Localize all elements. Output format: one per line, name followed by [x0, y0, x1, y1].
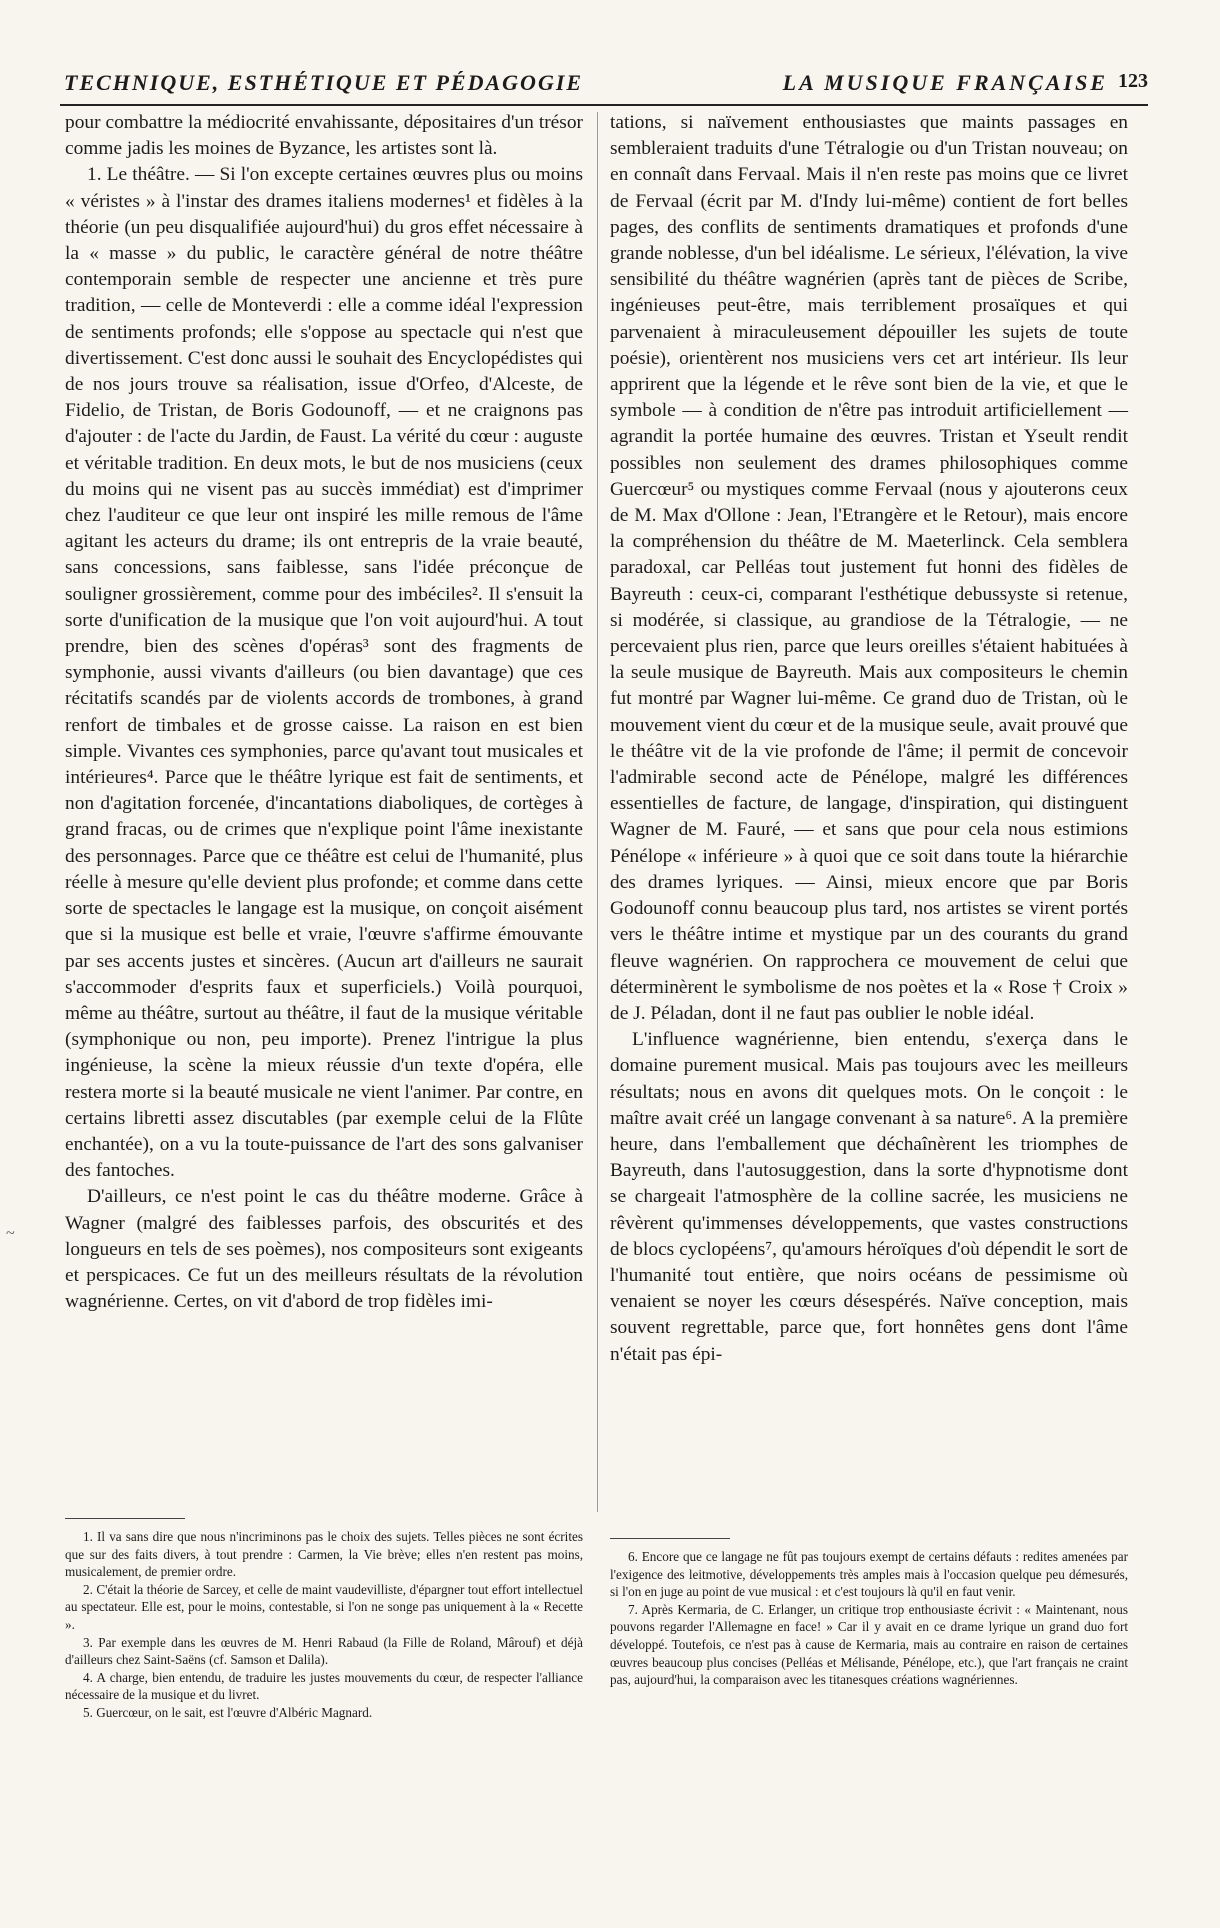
paragraph: tations, si naïvement enthousiastes que maints passages en sembleraient traduits d'une Tétralogie ou d'un Tristan nouveau; on en connaît dans Fervaal. Mais il n'en reste pas moins que ce livret de Fervaal (écrit par M. d'Indy lui-même) contient de fort belles pages, des conflits de sentiments dramatiques et profonds d'une grande noblesse, d'un bel idéalisme. Le sérieux, l'élévation, la vive sensibilité du théâtre wagnérien (après tant de pièces de Scribe, ingénieuses peut-être, mais terriblement prosaïques et qui parvenaient à miraculeusement dépouiller les sujets de toute poésie), orientèrent nos musiciens vers cet art intérieur. Ils leur apprirent que la légende et le rêve sont bien de la vie, et que le symbole — à condition de n'être pas introduit artificiellement — agrandit la portée humaine des œuvres. Tristan et Yseult rendit possibles non seulement des drames philosophiques comme Guercœur⁵ ou mystiques comme Fervaal (nous y ajouterons ceux de M. Max d'Ollone : Jean, l'Etrangère et le Retour), mais encore la compréhension du théâtre de M. Maeterlinck. Cela semblera paradoxal, car Pelléas tout justement fut honni des fidèles de Bayreuth : ceux-ci, comparant l'esthétique debussyste si retenue, si modérée, si classique, au grandiose de la Tétralogie, — ne percevaient plus rien, parce que leurs oreilles s'étaient habituées à la seule musique de Bayreuth. Mais aux compositeurs le chemin fut montré par Wagner lui-même. Ce grand duo de Tristan, où le mouvement vient du cœur et de la musique seule, avait prouvé que le théâtre vit de la vie profonde de l'âme; il permit de concevoir l'admirable second acte de Pénélope, malgré les différences essentielles de facture, de langage, d'inspiration, qui distinguent Wagner de M. Fauré, — et sans que pour cela nous estimions Pénélope « inférieure » à quoi que ce soit dans toute la hiérarchie des drames lyriques. — Ainsi, mieux encore que par Boris Godounoff connu beaucoup plus tard, nos artistes se virent portés vers le théâtre intime et mystique par un des courants du grand fleuve wagnérien. On rapprochera ce mouvement de celui que déterminèrent le symbolisme de nos poètes et la « Rose † Croix » de J. Péladan, dont il ne faut pas oublier le noble idéal. — [610, 112, 1129, 1024]
left-column — [65, 110, 583, 1315]
header-left-title: TECHNIQUE, ESTHÉTIQUE ET PÉDAGOGIE — [64, 70, 584, 95]
paragraph: L'influence wagnérienne, bien entendu, s'exerça dans le domaine purement musical. Mais pas toujours avec les meilleurs résultats; nous en avons dit quelques mots. On le conçoit : le maître avait créé un langage convenant à sa nature⁶. A la première heure, dans l'emballement que déchaînèrent les triomphes de Bayreuth, dans l'autosuggestion, dans la sorte d'hypnotisme dont se chargeait l'atmosphère de la colline sacrée, les musiciens ne rêvèrent qu'immenses développements, que vastes constructions de blocs cyclopéens⁷, qu'amours héroïques d'où dépendit le sort de l'humanité tout entière, que noirs océans de pessimisme où venaient se noyer les cœurs désespérés. Naïve conception, mais souvent regrettable, parce que, fort honnêtes gens dont l'âme n'était pas épi- — [610, 1029, 1128, 1365]
footnote: 2. C'était la théorie de Sarcey, et celle de maint vaudevilliste, d'épargner tout effort intellectuel au spectateur. Elle est, pour le moins, contestable, si l'on ne songe pas uniquement à la « Recette ». — [65, 1581, 583, 1632]
column-divider — [597, 112, 598, 1512]
paragraph: D'ailleurs, ce n'est point le cas du théâtre moderne. Grâce à Wagner (malgré des faiblesses parfois, des obscurités et des longueurs en tels de ses poèmes), nos compositeurs sont exigeants et perspicaces. Ce fut un des meilleurs résultats de la révolution wagnérienne. Certes, on vit d'abord de trop fidèles imi- — [65, 1186, 583, 1313]
paragraph: 1. Le théâtre. — Si l'on excepte certaines œuvres plus ou moins « véristes » à l'instar des drames italiens modernes¹ et fidèles à la théorie (un peu disqualifiée aujourd'hui) du gros effet nécessaire à la « masse » du public, le caractère général de notre théâtre contemporain semble de respecter une ancienne et très pure tradition, — celle de Monteverdi : elle a comme idéal l'expression de sentiments profonds; elle s'oppose au spectacle qui n'est que divertissement. C'est donc aussi le souhait des Encyclopédistes qui de nos jours trouve sa réalisation, issue d'Orfeo, d'Alceste, de Fidelio, de Tristan, de Boris Godounoff, — et ne craignons pas d'ajouter : de l'acte du Jardin, de Faust. La vérité du cœur : auguste et véritable tradition. En deux mots, le but de nos musiciens (ceux du moins qui ne visent pas au succès immédiat) est d'imprimer chez l'auditeur ce que leur ont inspiré les mille remous de l'âme agitant les acteurs du drame; ils ont entrepris de la vraie beauté, sans concessions, sans faiblesse, sans l'idée préconçue de souligner grossièrement, comme pour des imbéciles². Il s'ensuit la sorte d'unification de la musique que l'on voit aujourd'hui. A tout prendre, bien des scènes d'opéras³ sont des fragments de symphonie, aussi vivants d'ailleurs (ou bien davantage) que ces récitatifs scandés par de violents accords de trombones, à grand renfort de timbales et de grosse caisse. La raison en est bien simple. Vivantes ces symphonies, parce qu'avant tout musicales et intérieures⁴. Parce que le théâtre lyrique est fait de sentiments, et non d'agitation forcenée, d'incantations diaboliques, de cortèges à grand fracas, ou de crimes que n'explique point l'âme inexistante des personnages. Parce que ce théâtre est celui de l'humanité, plus réelle à mesure qu'elle devient plus profonde; et comme dans cette sorte de spectacles le langage est la musique, on conçoit aisément que si la musique est belle et vraie, l'œuvre s'affirme émouvante par ses accents justes et sincères. (Aucun art d'ailleurs ne saurait s'accommoder d'esprits faux et superficiels.) Voilà pourquoi, même au théâtre, surtout au théâtre, il faut de la musique véritable (symphonique ou non, peu importe). Prenez l'intrigue la plus ingénieuse, la scène la mieux réussie d'un texte d'opéra, elle restera morte si la beauté musicale ne vient l'animer. Par contre, en certains libretti assez discutables (par exemple celui de la Flûte enchantée), on a vu la toute-puissance de l'art des sons galvaniser des fantoches. — [65, 164, 583, 1182]
paragraph: pour combattre la médiocrité envahissante, dépositaires d'un trésor comme jadis les moines de Byzance, les artistes sont là. — [65, 112, 583, 160]
margin-mark: ~ — [6, 1225, 15, 1242]
right-column — [610, 110, 1128, 1368]
left-footnotes — [65, 1528, 583, 1722]
footnote-rule — [610, 1538, 730, 1539]
footnote: 7. Après Kermaria, de C. Erlanger, un critique trop enthousiaste écrivit : « Maintenant, nous pouvons regarder l'Allemagne en face! » Car il y avait en ce drame lyrique un grand duo fort développé. Toutefois, ce n'est pas à cause de Kermaria, mais au contraire en raison de certaines œuvres beaucoup plus concises (Pelléas et Mélisande, Pénélope, etc.), que l'art français ne craint pas, aujourd'hui, la comparaison avec les titanesques créations wagnériennes. — [610, 1601, 1128, 1688]
footnote: 5. Guercœur, on le sait, est l'œuvre d'Albéric Magnard. — [83, 1704, 373, 1720]
footnote: 1. Il va sans dire que nous n'incriminons pas le choix des sujets. Telles pièces ne sont écrites que sur des faits divers, à tout prendre : Carmen, la Vie brève; elles n'en restent pas moins, musicalement, de premier ordre. — [65, 1529, 583, 1580]
page-number: 123 — [1118, 70, 1148, 92]
running-header — [60, 70, 1148, 106]
footnote-rule — [65, 1518, 185, 1519]
footnote: 4. A charge, bien entendu, de traduire les justes mouvements du cœur, de respecter l'alliance nécessaire de la musique et du livret. — [65, 1669, 583, 1703]
footnote: 3. Par exemple dans les œuvres de M. Henri Rabaud (la Fille de Roland, Mârouf) et déjà d'ailleurs chez Saint-Saëns (cf. Samson et Dalila). — [65, 1634, 583, 1668]
right-footnotes — [610, 1548, 1128, 1689]
header-right-title: LA MUSIQUE FRANÇAISE — [782, 70, 1108, 95]
footnote: 6. Encore que ce langage ne fût pas toujours exempt de certains défauts : redites amenées par l'exigence des leitmotive, développements très amples mais à l'occasion quelque peu démesurés, si l'on en juge au point de vue musical : et c'est toujours là qu'il en faut venir. — [610, 1549, 1128, 1600]
